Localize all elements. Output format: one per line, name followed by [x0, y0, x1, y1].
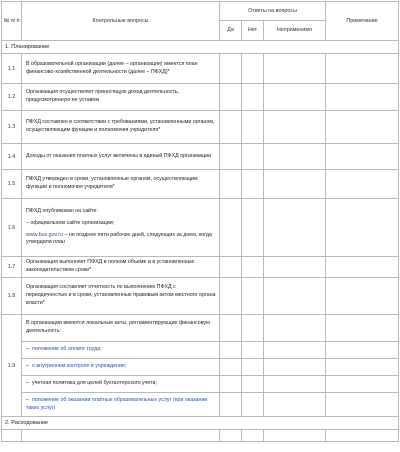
answer-no-cell[interactable] — [242, 54, 264, 84]
answer-yes-cell[interactable] — [220, 315, 242, 342]
note-cell[interactable] — [326, 342, 399, 359]
answer-no-cell[interactable] — [242, 199, 264, 257]
answer-yes-cell[interactable] — [220, 144, 242, 170]
answer-na-cell[interactable] — [264, 84, 326, 111]
row-question-item: – положение об оплате труда; — [22, 342, 220, 359]
header-answers: Ответы на вопросы — [220, 2, 326, 21]
note-cell[interactable] — [326, 257, 399, 278]
note-cell[interactable] — [326, 376, 399, 393]
answer-no-cell[interactable] — [242, 315, 264, 342]
header-control-questions: Контрольные вопросы — [22, 2, 220, 41]
answer-no-cell[interactable] — [242, 84, 264, 111]
policy-text: учетная политика для целей бухгалтерского учета; — [31, 380, 157, 387]
table-row — [2, 54, 399, 84]
answer-na-cell[interactable] — [264, 359, 326, 376]
answer-no-cell[interactable] — [242, 278, 264, 315]
row-question: ПФХД составлен в соответствии с требованиями, установленными органом, осуществляющим функции и полномочия учредителя* — [22, 111, 220, 144]
answer-no-cell[interactable] — [242, 393, 264, 417]
note-cell[interactable] — [326, 315, 399, 342]
answer-na-cell[interactable] — [264, 315, 326, 342]
answer-na-cell[interactable] — [264, 170, 326, 199]
row-number: 1.1 — [2, 54, 22, 84]
answer-yes-cell[interactable] — [220, 170, 242, 199]
answer-yes-cell[interactable] — [220, 393, 242, 417]
answer-yes-cell[interactable] — [220, 376, 242, 393]
answer-no-cell[interactable] — [242, 111, 264, 144]
row-question: Организация выполняет ПФХД в полном объеме и в установленные законодательством сроки* — [22, 257, 220, 278]
row-number: 1.5 — [2, 170, 22, 199]
note-cell[interactable] — [326, 278, 399, 315]
note-cell[interactable] — [326, 430, 399, 442]
row-question — [22, 199, 220, 257]
answer-yes-cell[interactable] — [220, 257, 242, 278]
row-question-item — [26, 232, 216, 247]
answer-na-cell[interactable] — [264, 342, 326, 359]
answer-na-cell[interactable] — [264, 111, 326, 144]
answer-yes-cell[interactable] — [220, 84, 242, 111]
note-cell[interactable] — [326, 144, 399, 170]
row-question-item-rest: – не позднее пяти рабочих дней, следующих за днем, когда утвердили план — [26, 231, 212, 246]
section-row — [2, 417, 399, 430]
row-question: Организация составляет отчетность по выполнению ПФХД с периодичностью и в сроки, установленные правовым актом местного органа власти* — [22, 278, 220, 315]
table-row — [2, 257, 399, 278]
bus-gov-link[interactable]: www.bus.gov.ru — [26, 231, 63, 238]
table-row — [2, 170, 399, 199]
answer-na-cell[interactable] — [264, 278, 326, 315]
answer-no-cell[interactable] — [242, 359, 264, 376]
table-subrow — [2, 376, 399, 393]
table-row — [2, 199, 399, 257]
row-question-intro: ПФХД опубликован на сайте: — [26, 208, 98, 215]
table-row — [2, 430, 399, 442]
answer-na-cell[interactable] — [264, 54, 326, 84]
answer-na-cell[interactable] — [264, 430, 326, 442]
answer-yes-cell[interactable] — [220, 342, 242, 359]
table-row — [2, 144, 399, 170]
note-cell[interactable] — [326, 199, 399, 257]
answer-yes-cell[interactable] — [220, 111, 242, 144]
table-subrow — [2, 342, 399, 359]
policy-link[interactable]: о внутреннем контроле в учреждении; — [31, 363, 127, 370]
row-question-item: – учетная политика для целей бухгалтерского учета; — [22, 376, 220, 393]
section-title: 1. Планирование — [2, 41, 399, 54]
answer-no-cell[interactable] — [242, 170, 264, 199]
row-number: 1.4 — [2, 144, 22, 170]
row-question: Организация осуществляет приносящую доход деятельность, предусмотренную ее уставом — [22, 84, 220, 111]
header-not-applicable: Неприменимо — [264, 21, 326, 41]
row-number: 1.6 — [2, 199, 22, 257]
answer-na-cell[interactable] — [264, 257, 326, 278]
answer-no-cell[interactable] — [242, 342, 264, 359]
row-number: 1.8 — [2, 278, 22, 315]
row-number: 1.7 — [2, 257, 22, 278]
policy-link[interactable]: положение об оказании платных образовательных услуг (при оказании таких услуг) — [26, 396, 208, 411]
row-question-item: – официальном сайте организации; — [26, 219, 115, 226]
answer-yes-cell[interactable] — [220, 278, 242, 315]
row-question: Доходы от оказания платных услуг включены в единый ПФХД организации — [22, 144, 220, 170]
section-title: 2. Расходование — [2, 417, 399, 430]
header-row-top — [2, 2, 399, 21]
header-yes: Да — [220, 21, 242, 41]
answer-no-cell[interactable] — [242, 376, 264, 393]
empty-cell — [22, 430, 220, 442]
checklist-table — [1, 1, 399, 442]
table-subrow — [2, 393, 399, 417]
table-row — [2, 278, 399, 315]
row-question-item: – положение об оказании платных образовательных услуг (при оказании таких услуг) — [22, 393, 220, 417]
answer-no-cell[interactable] — [242, 430, 264, 442]
note-cell[interactable] — [326, 111, 399, 144]
answer-no-cell[interactable] — [242, 257, 264, 278]
section-row — [2, 41, 399, 54]
header-no: Нет — [242, 21, 264, 41]
row-question-item: – о внутреннем контроле в учреждении; — [22, 359, 220, 376]
answer-yes-cell[interactable] — [220, 199, 242, 257]
table-row — [2, 84, 399, 111]
policy-link[interactable]: положение об оплате труда; — [31, 346, 102, 353]
answer-na-cell[interactable] — [264, 144, 326, 170]
empty-cell — [2, 430, 22, 442]
answer-no-cell[interactable] — [242, 144, 264, 170]
header-num: № п/ п — [2, 2, 22, 41]
table-row — [2, 111, 399, 144]
note-cell[interactable] — [326, 54, 399, 84]
note-cell[interactable] — [326, 170, 399, 199]
row-number: 1.3 — [2, 111, 22, 144]
answer-na-cell[interactable] — [264, 199, 326, 257]
answer-yes-cell[interactable] — [220, 430, 242, 442]
row-question: В образовательной организации (далее – организация) имеется план финансово-хозяйственной деятельности (далее – ПФХД)* — [22, 54, 220, 84]
note-cell[interactable] — [326, 393, 399, 417]
note-cell[interactable] — [326, 359, 399, 376]
header-note: Примечание — [326, 2, 399, 41]
row-number: 1.9 — [2, 315, 22, 417]
table-row — [2, 315, 399, 342]
note-cell[interactable] — [326, 84, 399, 111]
row-question-intro: В организации имеются локальные акты, регламентирующие финансовую деятельность: — [22, 315, 220, 342]
table-subrow — [2, 359, 399, 376]
answer-yes-cell[interactable] — [220, 359, 242, 376]
answer-yes-cell[interactable] — [220, 54, 242, 84]
row-number: 1.2 — [2, 84, 22, 111]
answer-na-cell[interactable] — [264, 376, 326, 393]
row-question: ПФХД утвержден в сроки, установленные органом, осуществляющим функции и полномочия учредителя* — [22, 170, 220, 199]
answer-na-cell[interactable] — [264, 393, 326, 417]
